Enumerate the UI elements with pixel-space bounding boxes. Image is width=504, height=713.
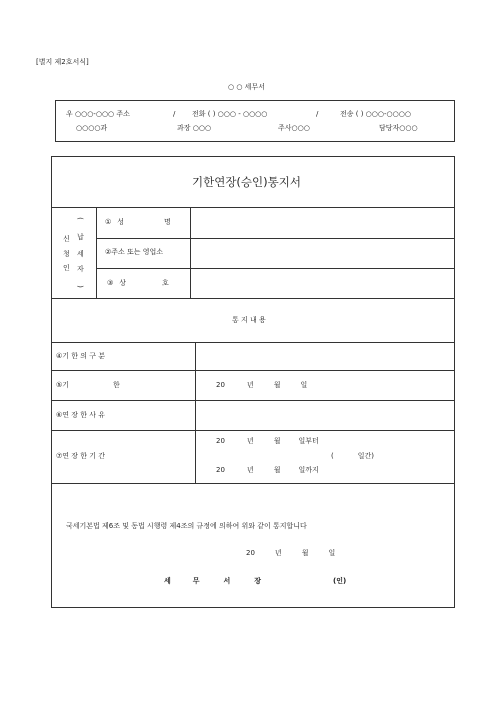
extension-reason-field[interactable]: [199, 408, 451, 424]
deadline-type-label: ④기 한 의 구 분: [56, 352, 105, 360]
address-field[interactable]: [194, 246, 451, 262]
section-chief: 과장 ○○○: [177, 124, 212, 132]
staff-in-charge: 담당자○○○: [379, 124, 418, 132]
extension-period-label: ⑦연 장 한 기 간: [56, 452, 105, 460]
address-label: ②주소 또는 영업소: [105, 248, 164, 256]
separator: /: [316, 110, 319, 118]
department: ○○○○과: [76, 124, 108, 132]
legal-statement: 국세기본법 제6조 및 동법 시행령 제4조의 규정에 의하여 위와 같이 통지합니다: [66, 522, 307, 530]
office-address: 우 ○○○-○○○ 주소: [66, 110, 130, 118]
document-title: 기한연장(승인)통지서: [192, 175, 301, 189]
trade-name-label: ③ 상 호: [107, 279, 169, 287]
form-number: [별지 제2호서식]: [36, 58, 89, 66]
extension-days[interactable]: ( 일간): [331, 452, 374, 460]
deadline-type-field[interactable]: [199, 349, 451, 365]
extension-reason-label: ⑥연 장 한 사 유: [56, 411, 105, 419]
notice-date[interactable]: 20 년 월 일: [246, 549, 336, 557]
signer-title: 세 무 서 장: [164, 577, 262, 585]
deadline-label: ⑤기 한: [56, 381, 120, 389]
officer: 주사○○○: [278, 124, 310, 132]
extension-start-date[interactable]: 20 년 월 일부터: [216, 437, 319, 445]
seal-mark: (인): [333, 577, 347, 585]
notice-heading: 통 지 내 용: [232, 316, 266, 324]
trade-name-field[interactable]: [194, 276, 451, 292]
separator: /: [173, 110, 176, 118]
deadline-date[interactable]: 20 년 월 일: [216, 381, 308, 389]
name-field[interactable]: [194, 215, 451, 231]
office-phone: 전화 ( ) ○○○ - ○○○○: [192, 110, 268, 118]
office-fax: 전송 ( ) ○○○-○○○○: [340, 110, 411, 118]
name-label: ① 성 명: [105, 218, 171, 226]
extension-end-date[interactable]: 20 년 월 일까지: [216, 466, 319, 474]
office-contact-box: [55, 100, 455, 142]
office-name: ○ ○ 세무서: [228, 83, 265, 91]
